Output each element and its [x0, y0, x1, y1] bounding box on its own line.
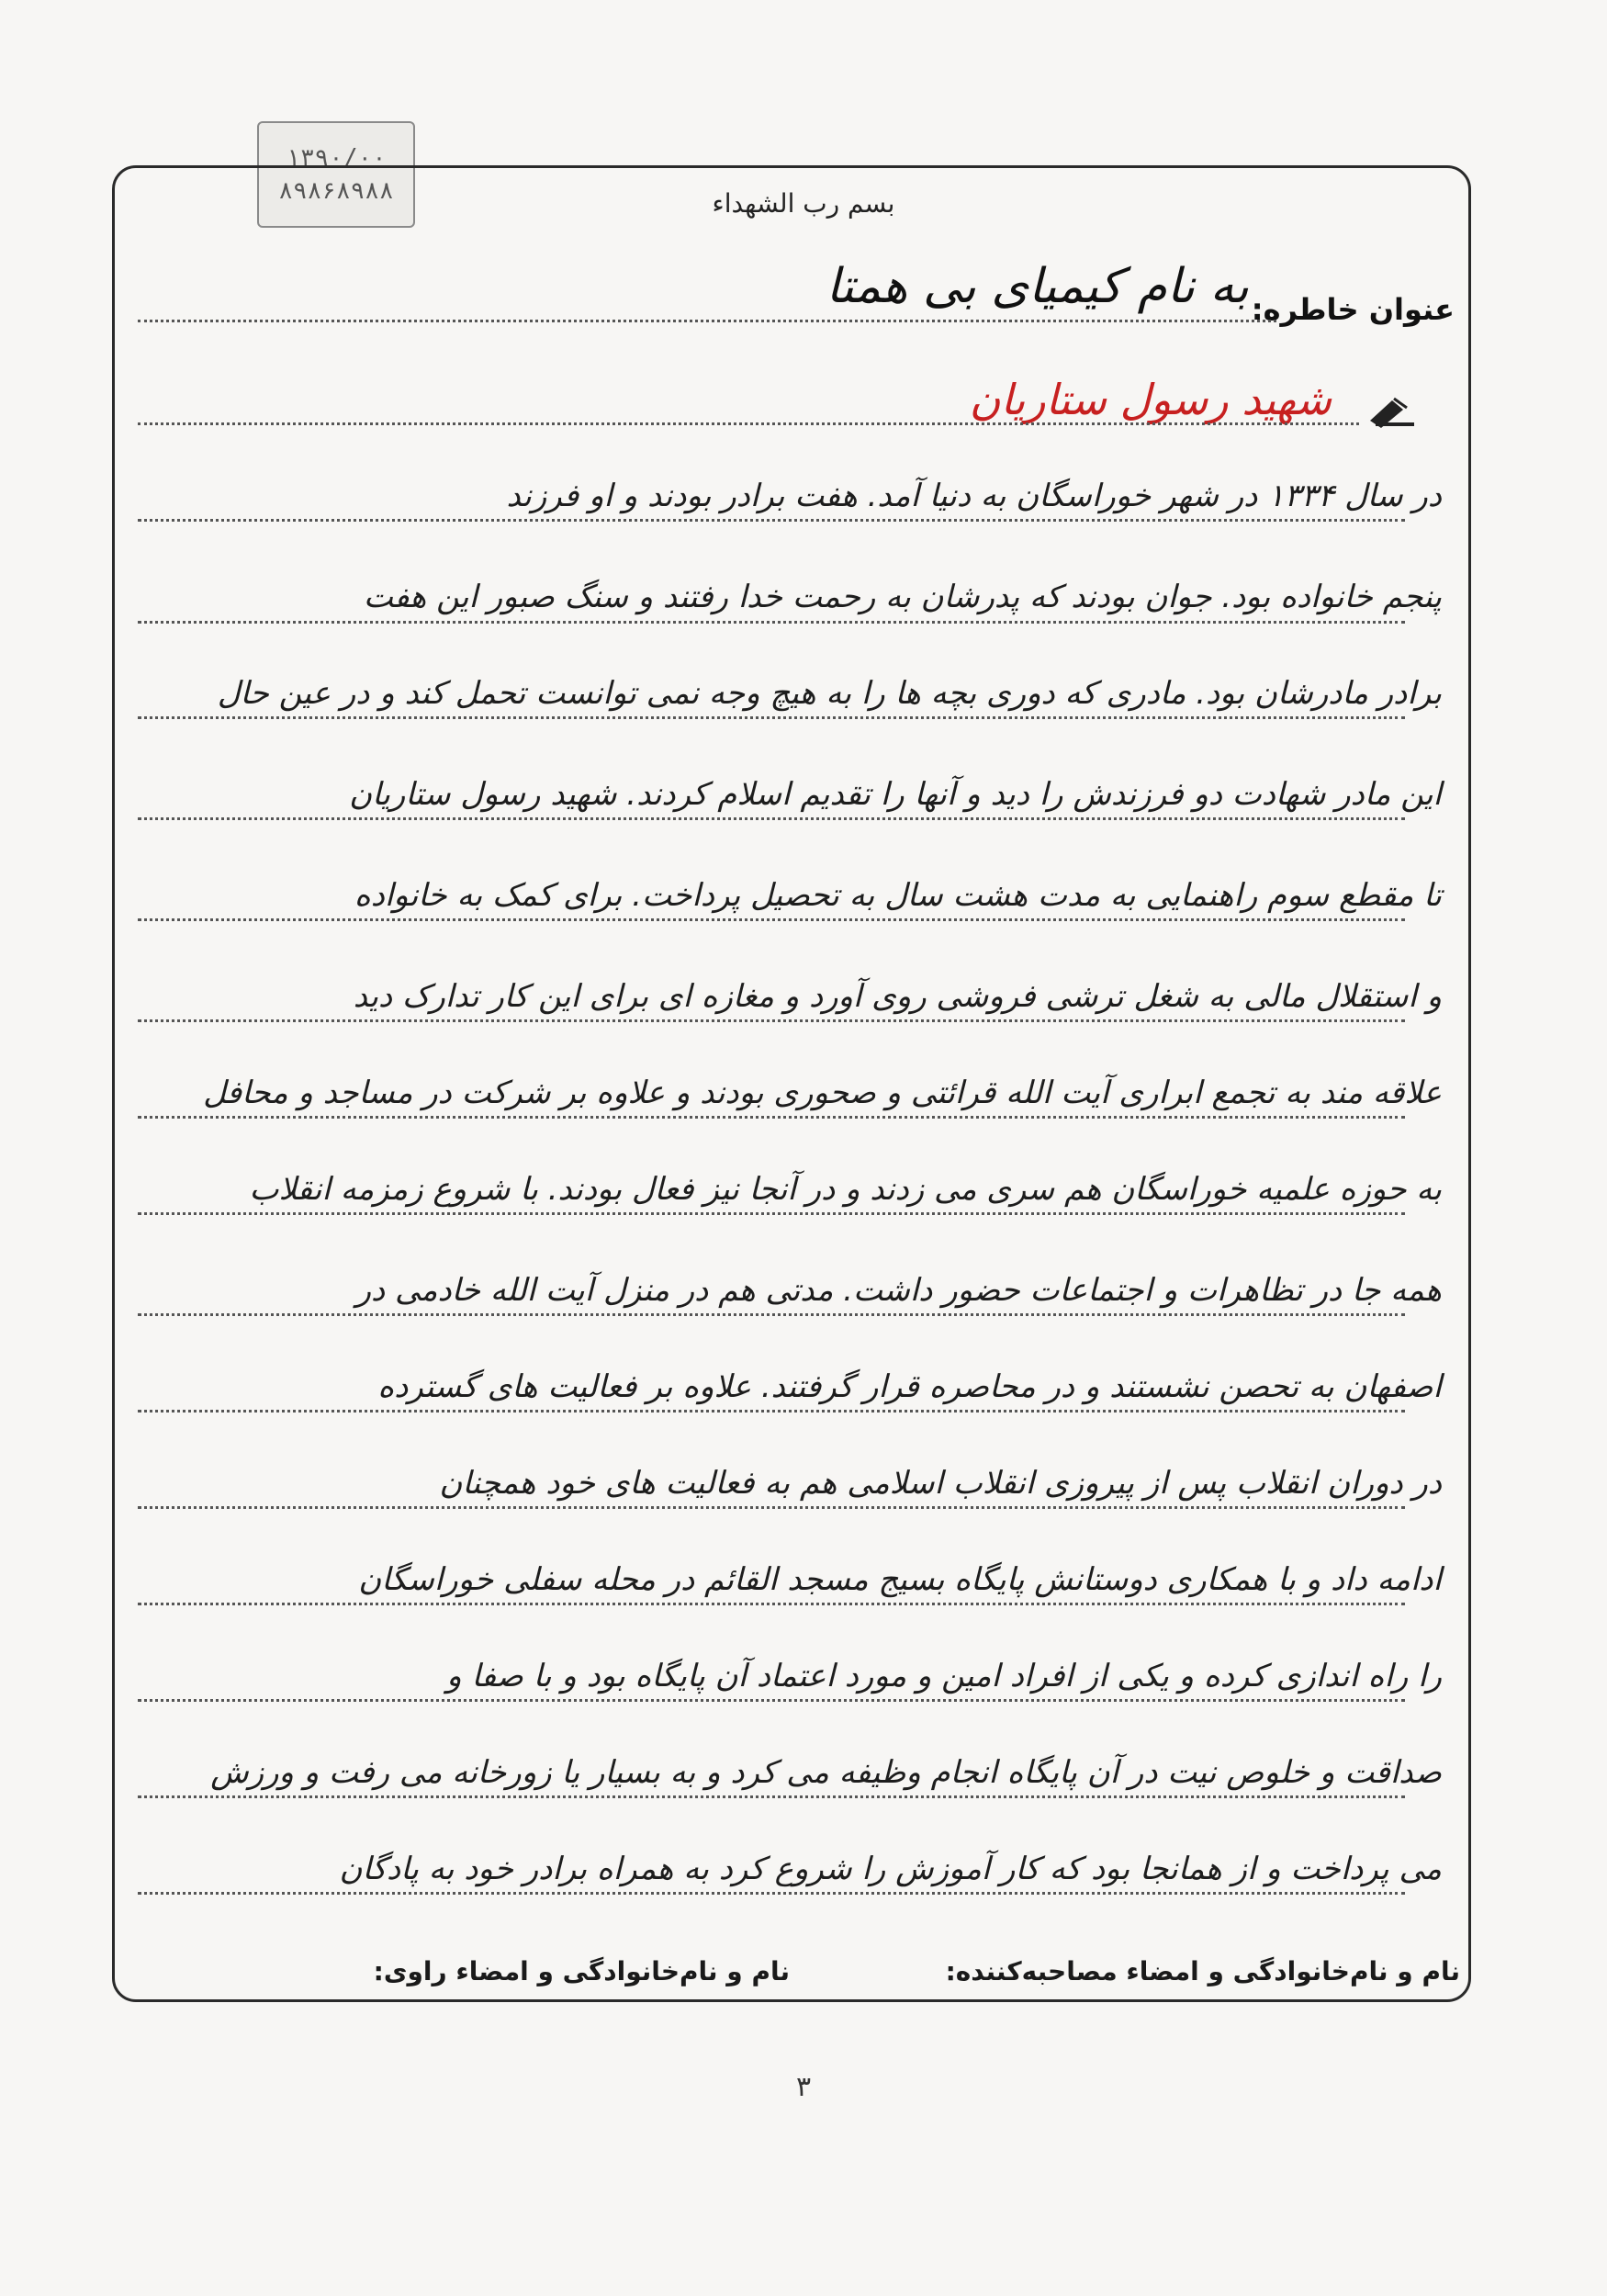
body-rule — [138, 1795, 1405, 1798]
stamp-line-2: ۸۹۸۶۸۹۸۸ — [278, 177, 394, 205]
stamp-line-1: ۱۳۹۰/۰۰ — [286, 144, 387, 172]
body-line-10: اصفهان به تحصن نشستند و در محاصره قرار گرفتند. علاوه بر فعالیت های گسترده — [377, 1368, 1442, 1405]
body-line-14: صداقت و خلوص نیت در آن پایگاه انجام وظیفه می کرد و به بسیار یا زورخانه می رفت و ورزش — [210, 1754, 1442, 1791]
body-line-7: علاقه مند به تجمع ابراری آیت الله قرائتی و صحوری بودند و علاوه بر شرکت در مساجد و محافل — [203, 1075, 1442, 1111]
page-number: ۳ — [795, 2071, 812, 2103]
pen-icon — [1366, 393, 1422, 430]
body-rule — [138, 1212, 1405, 1215]
body-line-11: در دوران انقلاب پس از پیروزی انقلاب اسلامی هم به فعالیت های خود همچنان — [439, 1465, 1442, 1502]
memory-title-rule — [138, 320, 1276, 322]
body-rule — [138, 817, 1405, 820]
subject-rule — [138, 422, 1359, 425]
interviewer-signature-label: نام و نام‌خانوادگی و امضاء مصاحبه‌کننده: — [945, 1956, 1460, 1986]
page-title: بسم رب الشهداء — [712, 188, 895, 219]
body-rule — [138, 1019, 1405, 1022]
body-line-5: تا مقطع سوم راهنمایی به مدت هشت سال به تحصیل پرداخت. برای کمک به خانواده — [354, 877, 1442, 914]
body-rule — [138, 519, 1405, 522]
body-rule — [138, 1313, 1405, 1316]
body-rule — [138, 1410, 1405, 1412]
body-rule — [138, 621, 1405, 624]
body-rule — [138, 1506, 1405, 1509]
body-rule — [138, 1603, 1405, 1605]
body-rule — [138, 1116, 1405, 1119]
body-line-1: در سال ۱۳۳۴ در شهر خوراسگان به دنیا آمد. هفت برادر بودند و او فرزند — [506, 478, 1442, 514]
body-line-12: ادامه داد و با همکاری دوستانش پایگاه بسیج مسجد القائم در محله سفلی خوراسگان — [358, 1561, 1442, 1598]
memory-title-label: عنوان خاطره: — [1251, 292, 1455, 327]
body-rule — [138, 1892, 1405, 1895]
body-line-13: را راه اندازی کرده و یکی از افراد امین و مورد اعتماد آن پایگاه بود و با صفا و — [446, 1658, 1442, 1694]
narrator-signature-label: نام و نام‌خانوادگی و امضاء راوی: — [373, 1956, 790, 1986]
body-rule — [138, 716, 1405, 719]
body-line-9: همه جا در تظاهرات و اجتماعات حضور داشت. مدتی هم در منزل آیت الله خادمی در — [355, 1272, 1442, 1309]
body-line-8: به حوزه علمیه خوراسگان هم سری می زدند و در آنجا نیز فعال بودند. با شروع زمزمه انقلاب — [249, 1171, 1442, 1208]
memory-title-value: به نام کیمیای بی همتا — [826, 259, 1249, 314]
body-line-4: این مادر شهادت دو فرزندش را دید و آنها را تقدیم اسلام کردند. شهید رسول ستاریان — [349, 776, 1442, 813]
body-line-3: برادر مادرشان بود. مادری که دوری بچه ها را به هیچ وجه نمی توانست تحمل کند و در عین حال — [217, 675, 1442, 712]
body-rule — [138, 1699, 1405, 1702]
body-line-2: پنجم خانواده بود. جوان بودند که پدرشان به رحمت خدا رفتند و سنگ صبور این هفت — [363, 579, 1442, 615]
body-rule — [138, 918, 1405, 921]
subject-value: شهید رسول ستاریان — [969, 375, 1332, 424]
body-line-6: و استقلال مالی به شغل ترشی فروشی روی آورد و مغازه ای برای این کار تدارک دید — [353, 978, 1442, 1015]
body-line-15: می پرداخت و از همانجا بود که کار آموزش را شروع کرد به همراه برادر خود به پادگان — [339, 1851, 1442, 1887]
